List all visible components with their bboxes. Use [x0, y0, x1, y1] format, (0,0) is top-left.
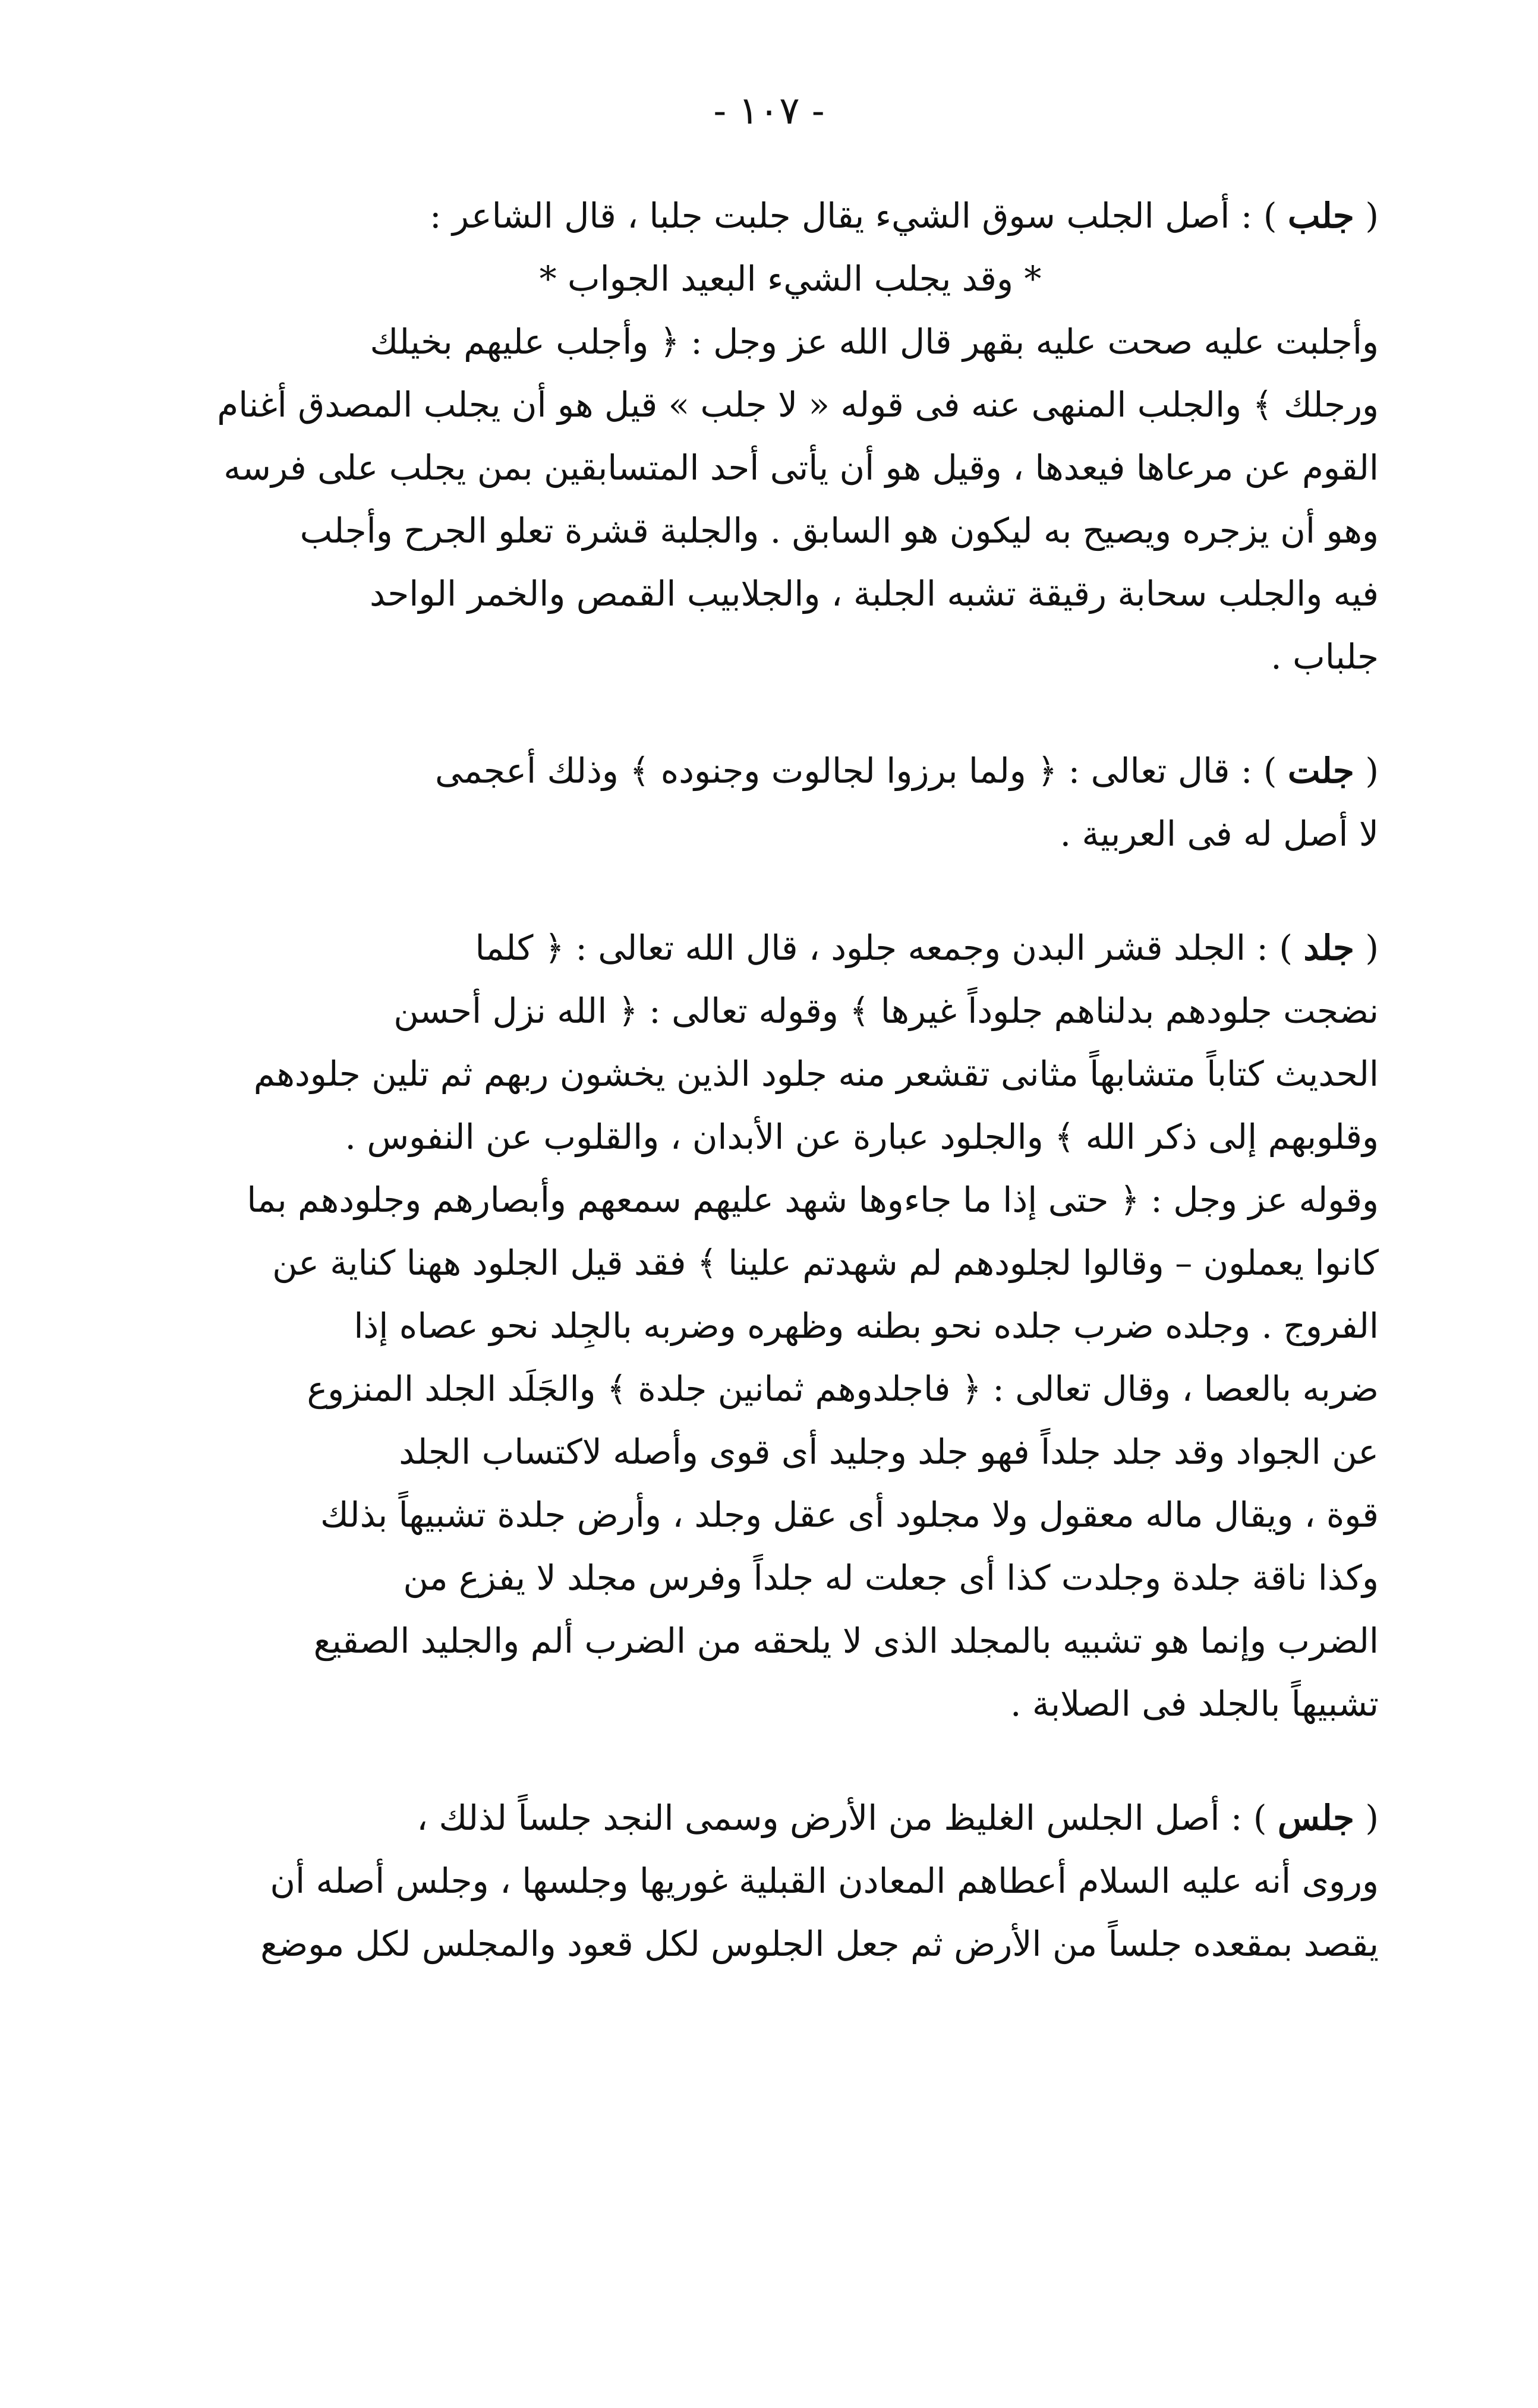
entry-separator	[202, 1735, 1379, 1786]
entry-jalt	[202, 739, 1379, 865]
entry-line: عن الجواد وقد جلد جلداً فهو جلد وجليد أى قوى وأصله لاكتساب الجلد	[399, 1432, 1379, 1472]
entry-line: وكذا ناقة جلدة وجلدت كذا أى جعلت له جلداً وفرس مجلد لا يفزع من	[403, 1558, 1379, 1598]
entry-line: تشبيهاً بالجلد فى الصلابة .	[1010, 1684, 1379, 1724]
headword: جلد	[1303, 928, 1354, 968]
page-number: - ١٠٧ -	[713, 89, 825, 133]
entry-line: وأجلبت عليه صحت عليه بقهر قال الله عز وجل : ﴿ وأجلب عليهم بخيلك	[370, 322, 1379, 362]
entry-line: وهو أن يزجره ويصيح به ليكون هو السابق . والجلبة قشرة تعلو الجرح وأجلب	[300, 510, 1379, 551]
headword: جلت	[1287, 751, 1354, 791]
entry-line: ( جلس ) : أصل الجلس الغليظ من الأرض وسمى النجد جلساً لذلك ،	[417, 1798, 1379, 1838]
entry-line: يقصد بمقعده جلساً من الأرض ثم جعل الجلوس لكل قعود والمجلس لكل موضع	[260, 1924, 1379, 1964]
entry-line: ضربه بالعصا ، وقال تعالى : ﴿ فاجلدوهم ثمانين جلدة ﴾ والجَلَد الجلد المنزوع	[307, 1369, 1379, 1409]
headword: جلب	[1287, 196, 1354, 236]
entry-line: وروى أنه عليه السلام أعطاهم المعادن القبلية غوريها وجلسها ، وجلس أصله أن	[270, 1861, 1379, 1901]
entry-line: وقلوبهم إلى ذكر الله ﴾ والجلود عبارة عن الأبدان ، والقلوب عن النفوس .	[345, 1117, 1379, 1157]
entry-line: ورجلك ﴾ والجلب المنهى عنه فى قوله « لا جلب » قيل هو أن يجلب المصدق أغنام	[217, 384, 1379, 425]
text-column	[202, 184, 1379, 1975]
entry-line: ( جلب ) : أصل الجلب سوق الشيء يقال جلبت جلبا ، قال الشاعر :	[430, 196, 1379, 236]
entry-separator	[202, 688, 1379, 739]
entry-line: قوة ، ويقال ماله معقول ولا مجلود أى عقل وجلد ، وأرض جلدة تشبيهاً بذلك	[320, 1495, 1379, 1535]
entry-line: فيه والجلب سحابة رقيقة تشبه الجلبة ، والجلابيب القمص والخمر الواحد	[369, 573, 1379, 614]
entry-line: الحديث كتاباً متشابهاً مثانى تقشعر منه جلود الذين يخشون ربهم ثم تلين جلودهم	[253, 1054, 1379, 1094]
entry-line: الضرب وإنما هو تشبيه بالمجلد الذى لا يلحقه من الضرب ألم والجليد الصقيع	[313, 1621, 1379, 1661]
entry-line: ( جلت ) : قال تعالى : ﴿ ولما برزوا لجالوت وجنوده ﴾ وذلك أعجمى	[435, 751, 1379, 791]
entry-line: جلباب .	[1271, 636, 1379, 677]
entry-jald	[202, 916, 1379, 1735]
entry-line: الفروج . وجلده ضرب جلده نحو بطنه وظهره وضربه بالجِلد نحو عصاه إذا	[354, 1306, 1379, 1346]
entry-line: وقوله عز وجل : ﴿ حتى إذا ما جاءوها شهد عليهم سمعهم وأبصارهم وجلودهم بما	[247, 1180, 1379, 1220]
entry-jals	[202, 1786, 1379, 1975]
entry-line: ( جلد ) : الجلد قشر البدن وجمعه جلود ، قال الله تعالى : ﴿ كلما	[475, 928, 1379, 968]
entry-separator	[202, 865, 1379, 916]
entry-line: لا أصل له فى العربية .	[1060, 814, 1379, 854]
headword: جلس	[1277, 1798, 1354, 1838]
verse-line: * وقد يجلب الشيء البعيد الجواب *	[539, 259, 1042, 299]
entry-line: القوم عن مرعاها فيعدها ، وقيل هو أن يأتى أحد المتسابقين بمن يجلب على فرسه	[223, 447, 1379, 488]
entry-line: كانوا يعملون – وقالوا لجلودهم لم شهدتم علينا ﴾ فقد قيل الجلود ههنا كناية عن	[272, 1243, 1379, 1283]
entry-line: نضجت جلودهم بدلناهم جلوداً غيرها ﴾ وقوله تعالى : ﴿ الله نزل أحسن	[393, 991, 1379, 1031]
entry-jalb	[202, 184, 1379, 688]
